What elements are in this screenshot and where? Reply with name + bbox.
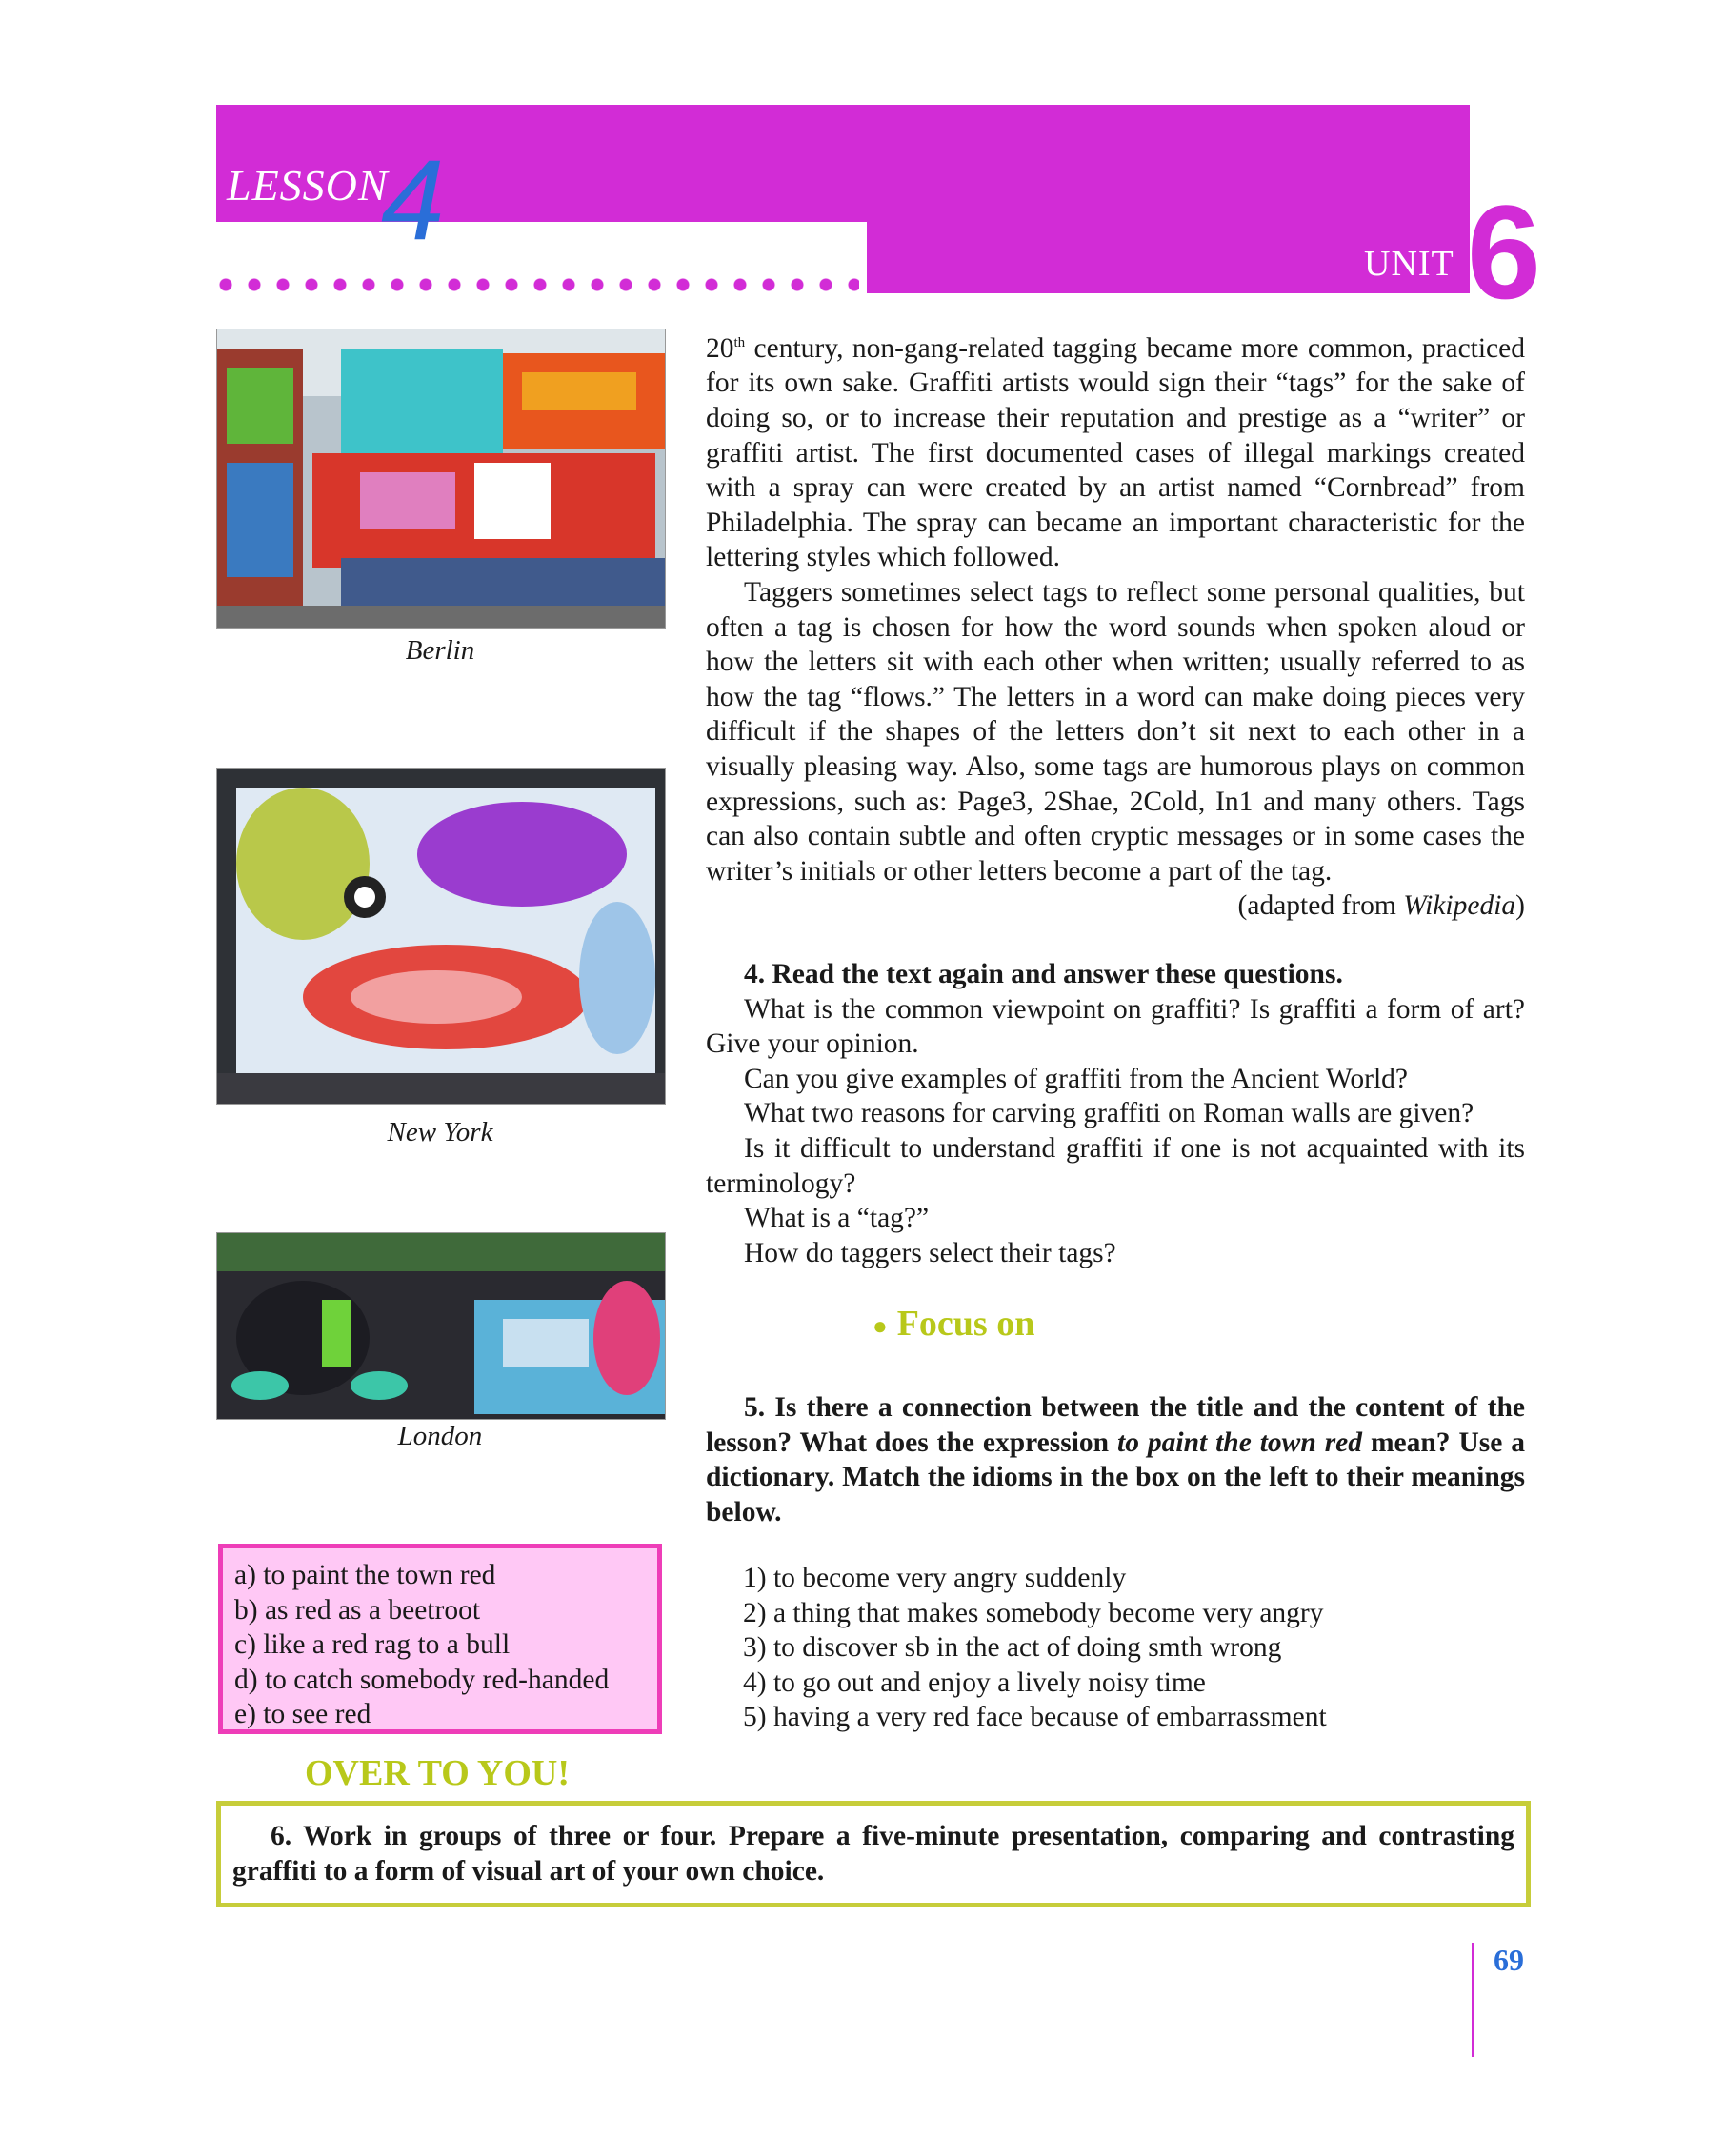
task-4	[706, 957, 1525, 1270]
reading-text	[706, 326, 1525, 924]
caption-berlin: Berlin	[405, 635, 475, 666]
caption-london: London	[397, 1421, 483, 1451]
task-6-text: 6. Work in groups of three or four. Prepare a five-minute presentation, comparing and contrasting graffiti to a form of visual art of your own choice.	[232, 1821, 1514, 1886]
idiom-item: c) like a red rag to a bull	[234, 1629, 511, 1661]
question: What is a “tag?”	[744, 1203, 930, 1234]
unit-label: UNIT	[1364, 244, 1454, 284]
page-number: 69	[1494, 1943, 1524, 1977]
over-to-you-heading: OVER TO YOU!	[305, 1753, 571, 1793]
task-4-heading: 4. Read the text again and answer these questions.	[744, 959, 1343, 989]
caption-new-york: New York	[387, 1117, 493, 1148]
idiom-item: e) to see red	[234, 1699, 371, 1730]
question: Can you give examples of graffiti from the Ancient World?	[744, 1063, 1408, 1094]
task-5-idiom: to paint the town red	[1117, 1427, 1363, 1458]
idiom-item: a) to paint the town red	[234, 1560, 496, 1590]
question: How do taggers select their tags?	[744, 1237, 1116, 1268]
lesson-label: LESSON	[227, 161, 389, 210]
task-5-text	[706, 1390, 1525, 1529]
page-number-rule	[1472, 1943, 1474, 2057]
century-number: 20	[706, 332, 734, 364]
focus-on-label: Focus on	[896, 1304, 1035, 1344]
unit-number: 6	[1467, 177, 1541, 327]
idiom-item: d) to catch somebody red-handed	[234, 1664, 610, 1695]
photo-berlin	[216, 329, 666, 629]
paragraph-1-text: century, non-gang-related tagging became more common, practiced for its own sake. Graffiti artists would sign their “tags” for the sake of doing so, or to increase their reputation and prestige as a “writer” or graffiti artist. The first documented cases of illegal markings created with a spray can were created by an artist named “Cornbread” from Philadelphia. The spray can became an important characteristic for the lettering styles which followed.	[706, 332, 1525, 573]
source-suffix: )	[1515, 890, 1525, 922]
focus-on-heading	[873, 1303, 1034, 1345]
paragraph-1	[706, 326, 1525, 575]
question: What is the common viewpoint on graffiti? Is graffiti a form of art? Give your opinion.	[706, 993, 1525, 1060]
question: What two reasons for carving graffiti on Roman walls are given?	[744, 1098, 1474, 1129]
question: Is it difficult to understand graffiti if one is not acquainted with its terminology?	[706, 1132, 1525, 1199]
task-6-box	[216, 1801, 1531, 1907]
source-name: Wikipedia	[1403, 890, 1516, 922]
idiom-item: b) as red as a beetroot	[234, 1594, 481, 1626]
source-prefix: (adapted from	[1237, 890, 1404, 922]
century-suffix: th	[733, 335, 746, 350]
dotted-divider	[211, 274, 859, 295]
meaning-item: 1) to become very angry suddenly	[743, 1563, 1127, 1593]
task-5-part-1: 5. Is there a connection between the title and the content of the lesson? What does the expression	[706, 1392, 1525, 1458]
task-5	[706, 1390, 1525, 1529]
meaning-item: 3) to discover sb in the act of doing smth wrong	[743, 1632, 1282, 1664]
paragraph-2: Taggers sometimes select tags to reflect some personal qualities, but often a tag is chosen for how the word sounds when spoken aloud or how the letters sit with each other when written; usually referred to as how the tag “flows.” The letters in a word can make doing pieces very difficult if the shapes of the letters don’t sit next to each other in a visually pleasing way. Also, some tags are humorous plays on common expressions, such as: Page3, 2Shae, 2Cold, In1 and many others. Tags can also contain subtle and often cryptic messages or in some cases the writer’s initials or other letters become a part of the tag.	[706, 576, 1525, 887]
meaning-item: 4) to go out and enjoy a lively noisy time	[743, 1667, 1206, 1698]
task-5-part-2: mean? Use a dictionary. Match the idioms in the box on the left to their meanings below.	[706, 1427, 1526, 1527]
source-line	[706, 888, 1525, 924]
bullet-icon: ●	[873, 1312, 888, 1341]
lesson-number: 4	[381, 136, 445, 264]
meaning-item: 5) having a very red face because of embarrassment	[743, 1702, 1327, 1733]
idioms-box	[218, 1544, 662, 1734]
photo-new-york	[216, 768, 666, 1105]
meanings-list	[743, 1561, 1327, 1735]
photo-london	[216, 1232, 666, 1420]
meaning-item: 2) a thing that makes somebody become very angry	[743, 1597, 1324, 1628]
